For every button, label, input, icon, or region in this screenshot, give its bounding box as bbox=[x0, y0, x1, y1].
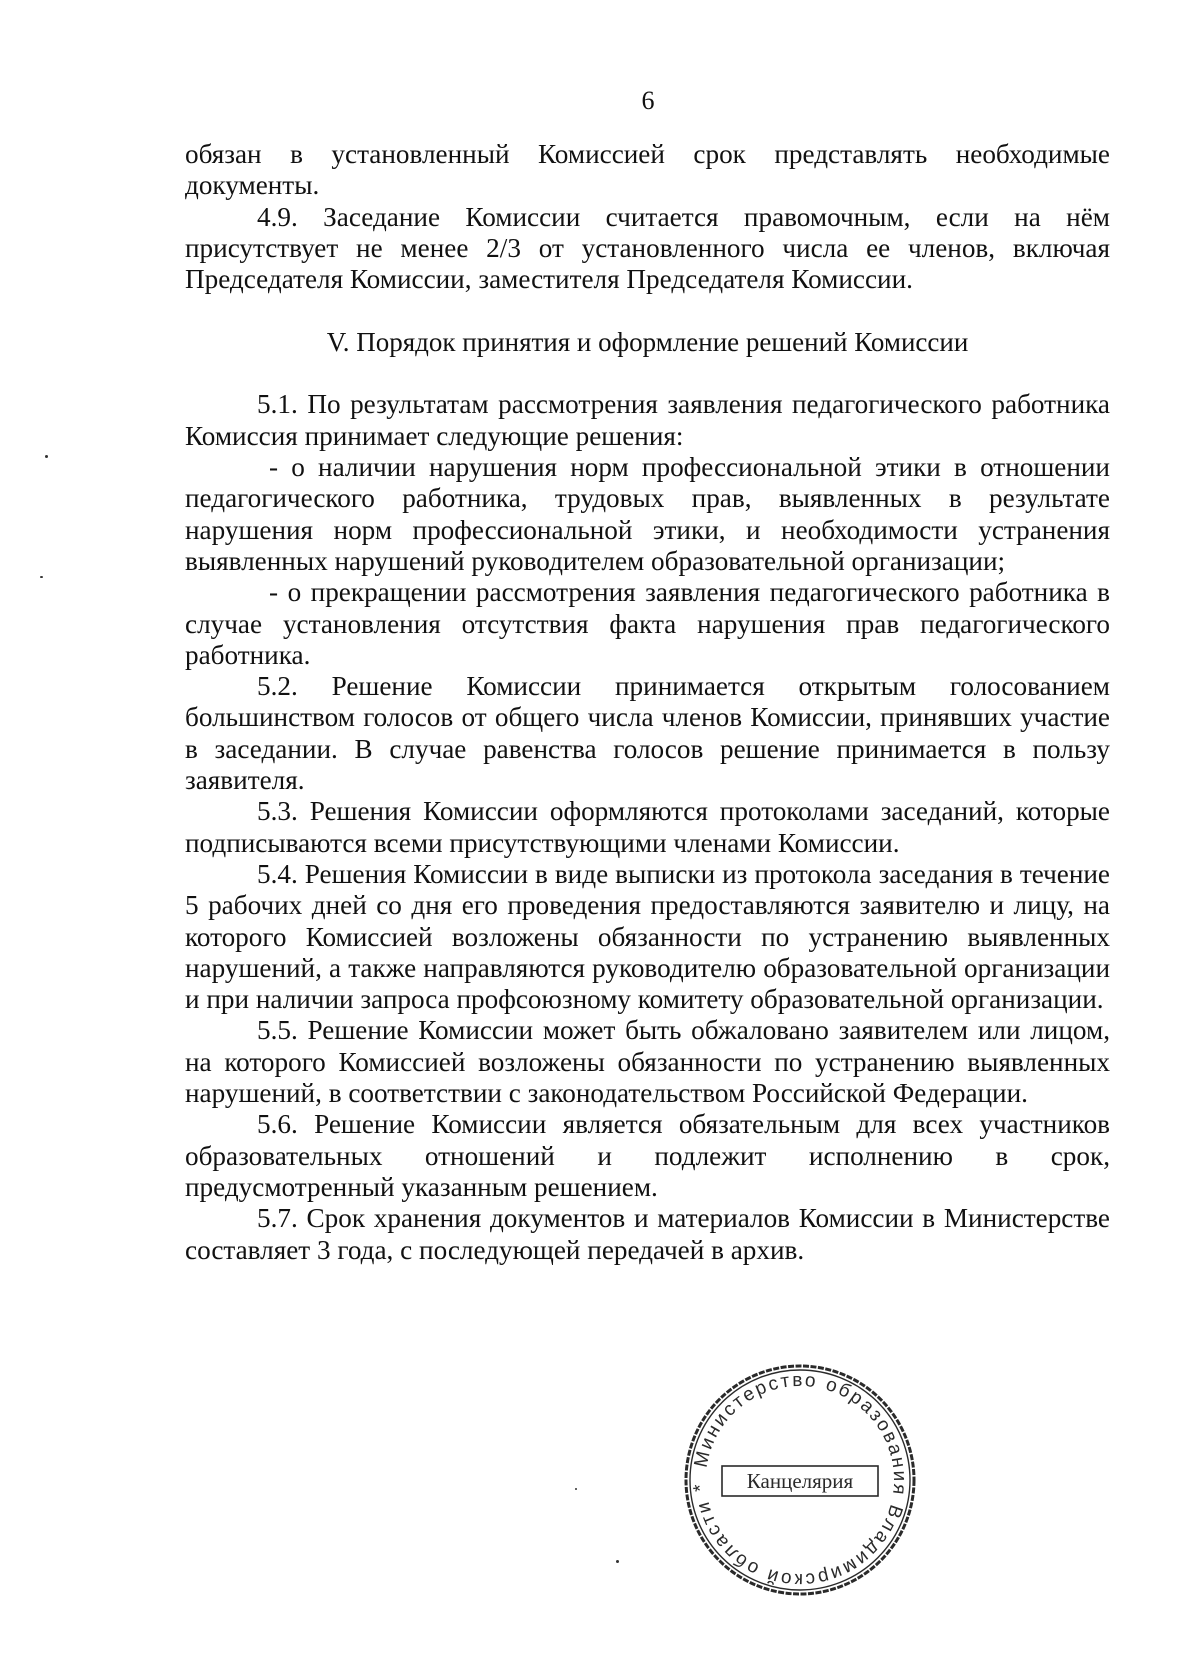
paragraph-5-2: 5.2. Решение Комиссии принимается открытым голосованием большинством голосов от общего числа членов Комиссии, принявших участие в заседании. В случае равенства голосов решение принимается в пользу заявителя. bbox=[185, 671, 1110, 796]
paragraph-continuation: обязан в установленный Комиссией срок представлять необходимые документы. bbox=[185, 139, 1110, 201]
section-title: V. Порядок принятия и оформление решений Комиссии bbox=[326, 327, 969, 358]
scan-speck bbox=[45, 455, 48, 458]
paragraph-5-6: 5.6. Решение Комиссии является обязательным для всех участников образовательных отношений и подлежит исполнению в срок, предусмотренный указанным решением. bbox=[185, 1109, 1110, 1202]
stamp-center-text: Канцелярия bbox=[746, 1469, 854, 1493]
paragraph-5-4: 5.4. Решения Комиссии в виде выписки из протокола заседания в течение 5 рабочих дней со дня его проведения предоставляются заявителю и лицу, на которого Комиссией возложены обязанности по устранению выявленных нарушений, а также направляются руководителю образовательной организации и при наличии запроса профсоюзному комитету образовательной организации. bbox=[185, 858, 1110, 1015]
paragraph-4-9: 4.9. Заседание Комиссии считается правомочным, если на нём присутствует не менее 2/3 от установленного числа ее членов, включая Председателя Комиссии, заместителя Председателя Комиссии. bbox=[185, 201, 1110, 295]
document-body bbox=[185, 139, 1110, 1266]
scan-speck bbox=[616, 1560, 619, 1563]
office-stamp bbox=[682, 1362, 918, 1598]
stamp-ring-text: Министерство образования Владимирской области * bbox=[689, 1369, 911, 1591]
scan-speck bbox=[575, 1488, 577, 1490]
scan-speck bbox=[40, 576, 43, 578]
paragraph-5-3: 5.3. Решения Комиссии оформляются протоколами заседаний, которые подписываются всеми присутствующими членами Комиссии. bbox=[185, 796, 1110, 858]
paragraph-5-1-item-a: - о наличии нарушения норм профессиональной этики в отношении педагогического работника, трудовых прав, выявленных в результате нарушения норм профессиональной этики, и необходимости устранения выявленных нарушений руководителем образовательной организации; bbox=[185, 452, 1110, 576]
page-number: 6 bbox=[641, 86, 655, 115]
paragraph-5-1: 5.1. По результатам рассмотрения заявления педагогического работника Комиссия принимает следующие решения: bbox=[185, 389, 1110, 451]
paragraph-5-1-item-b: - о прекращении рассмотрения заявления педагогического работника в случае установления отсутствия факта нарушения прав педагогического работника. bbox=[185, 577, 1110, 670]
paragraph-5-5: 5.5. Решение Комиссии может быть обжаловано заявителем или лицом, на которого Комиссией возложены обязанности по устранению выявленных нарушений, в соответствии с законодательством Российской Федерации. bbox=[185, 1015, 1110, 1109]
paragraph-5-7: 5.7. Срок хранения документов и материалов Комиссии в Министерстве составляет 3 года, с последующей передачей в архив. bbox=[185, 1203, 1110, 1265]
